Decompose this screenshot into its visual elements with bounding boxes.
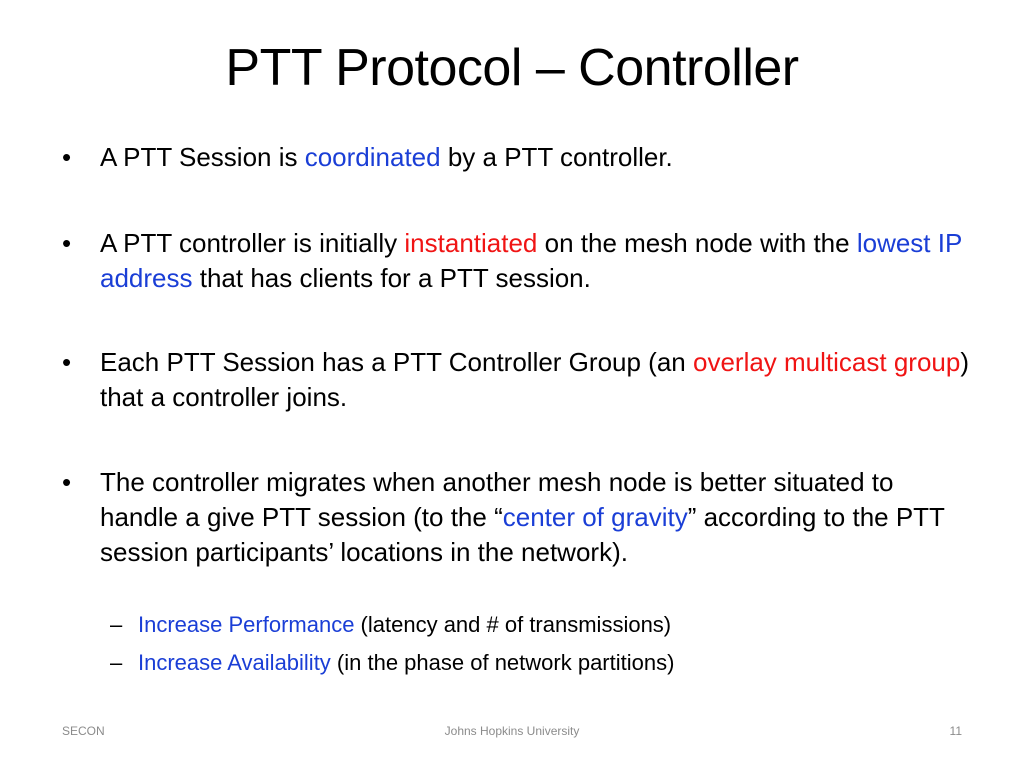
bullet-icon: • bbox=[62, 467, 72, 497]
highlight-text: Increase Performance bbox=[138, 612, 355, 637]
bullet-icon: • bbox=[62, 347, 72, 377]
bullet-item bbox=[54, 140, 673, 175]
sub-bullet-text: (latency and # of transmissions) bbox=[354, 612, 672, 637]
dash-icon: – bbox=[110, 612, 123, 637]
sub-bullet-item bbox=[100, 606, 954, 644]
highlight-text: coordinated bbox=[304, 142, 441, 172]
sub-bullet-item bbox=[100, 644, 954, 682]
bullet-text: that has clients for a PTT session. bbox=[192, 263, 591, 293]
bullet-text: by a PTT controller. bbox=[440, 142, 673, 172]
bullet-text: A PTT controller is initially bbox=[100, 228, 405, 258]
bullet-item bbox=[54, 226, 974, 296]
footer-left-text: SECON bbox=[62, 724, 105, 738]
sub-bullet-list bbox=[54, 606, 954, 682]
bullet-item bbox=[54, 465, 974, 570]
slide-number: 11 bbox=[949, 724, 962, 738]
highlight-text: overlay multicast group bbox=[692, 347, 961, 377]
dash-icon: – bbox=[110, 650, 123, 675]
bullet-text: A PTT Session is bbox=[100, 142, 305, 172]
sub-bullet-text: (in the phase of network partitions) bbox=[330, 650, 675, 675]
bullet-icon: • bbox=[62, 228, 72, 258]
bullet-text: The controller migrates when another mesh node is better situated to handle a give PTT session (to the “ bbox=[100, 467, 894, 532]
slide-title: PTT Protocol – Controller bbox=[225, 39, 799, 97]
highlight-text: Increase Availability bbox=[138, 650, 331, 675]
bullet-text: on the mesh node with the bbox=[537, 228, 857, 258]
footer-center-text: Johns Hopkins University bbox=[444, 724, 580, 738]
highlight-text: lowest IP address bbox=[100, 228, 962, 293]
bullet-text: ” according to the PTT session participants’ locations in the network). bbox=[100, 502, 945, 567]
bullet-text: ) that a controller joins. bbox=[100, 347, 969, 412]
bullet-text: Each PTT Session has a PTT Controller Group (an bbox=[100, 347, 693, 377]
bullet-item bbox=[54, 345, 974, 415]
bullet-icon: • bbox=[62, 142, 72, 172]
highlight-text: center of gravity bbox=[502, 502, 688, 532]
highlight-text: instantiated bbox=[404, 228, 538, 258]
